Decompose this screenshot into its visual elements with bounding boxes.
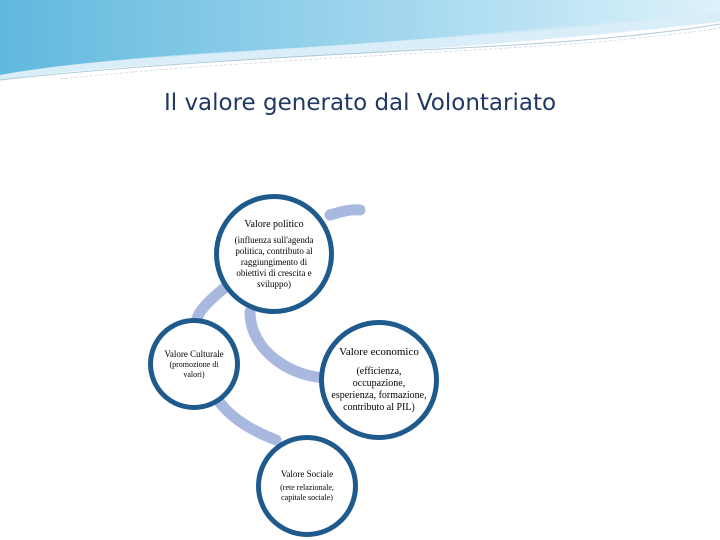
node-valore-economico [319, 320, 439, 440]
node-description: (promozione di valori) [169, 359, 219, 379]
node-valore-politico [214, 194, 334, 314]
node-title: Valore politico [244, 218, 304, 230]
node-valore-sociale [256, 435, 358, 537]
node-title: Valore Culturale [164, 348, 224, 359]
node-valore-culturale [148, 318, 240, 410]
connector-politico-culturale [196, 285, 228, 322]
header-wave [0, 0, 720, 80]
connector-top-arc [330, 210, 360, 215]
connector-politico-economico [250, 312, 330, 378]
node-description: (rete relazionale, capitale sociale) [280, 483, 334, 502]
slide-title: Il valore generato dal Volontariato [163, 90, 557, 116]
node-title: Valore Sociale [280, 469, 334, 479]
node-title: Valore economico [339, 346, 419, 358]
node-description: (efficienza, occupazione, esperienza, formazione, contributo al PIL) [331, 366, 427, 413]
node-description: (influenza sull'agenda politica, contributo al raggiungimento di obiettivi di crescita e sviluppo) [234, 234, 314, 289]
connector-culturale-sociale [218, 400, 276, 440]
